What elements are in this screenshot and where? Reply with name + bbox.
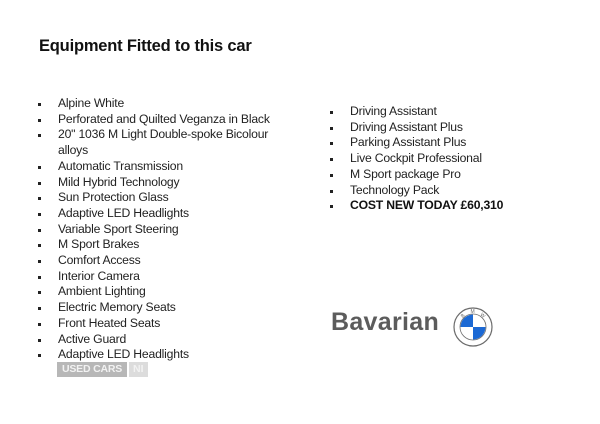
list-item: M Sport package Pro <box>330 167 570 183</box>
bullet-icon <box>330 127 333 130</box>
list-item: Live Cockpit Professional <box>330 151 570 167</box>
list-item: Adaptive LED Headlights <box>38 206 288 222</box>
bullet-icon <box>330 111 333 114</box>
bullet-icon <box>38 197 41 200</box>
list-item: Active Guard <box>38 332 288 348</box>
list-item: Parking Assistant Plus <box>330 135 570 151</box>
list-item: 20" 1036 M Light Double-spoke Bicolour alloys <box>38 127 288 158</box>
equipment-list-left <box>38 96 288 363</box>
svg-text:W: W <box>478 311 487 320</box>
list-item: Interior Camera <box>38 269 288 285</box>
list-item: Perforated and Quilted Veganza in Black <box>38 112 288 128</box>
list-item: Driving Assistant Plus <box>330 120 570 136</box>
bullet-icon <box>38 244 41 247</box>
svg-text:B: B <box>459 312 467 320</box>
bullet-icon <box>330 158 333 161</box>
bullet-icon <box>330 174 333 177</box>
bullet-icon <box>330 205 333 208</box>
bmw-roundel-icon <box>453 307 493 347</box>
region-label: NI <box>129 362 148 377</box>
bullet-icon <box>38 260 41 263</box>
bullet-icon <box>330 142 333 145</box>
list-item: Variable Sport Steering <box>38 222 288 238</box>
list-item: Ambient Lighting <box>38 284 288 300</box>
list-item: Electric Memory Seats <box>38 300 288 316</box>
cost-new-today: COST NEW TODAY £60,310 <box>330 198 570 214</box>
list-item: Mild Hybrid Technology <box>38 175 288 191</box>
bullet-icon <box>38 103 41 106</box>
bullet-icon <box>38 119 41 122</box>
list-item: Automatic Transmission <box>38 159 288 175</box>
list-item: Adaptive LED Headlights <box>38 347 288 363</box>
list-item: Comfort Access <box>38 253 288 269</box>
svg-text:M: M <box>470 308 475 315</box>
equipment-list-right <box>330 104 570 214</box>
list-item: Sun Protection Glass <box>38 190 288 206</box>
bullet-icon <box>38 339 41 342</box>
bullet-icon <box>38 134 41 137</box>
bullet-icon <box>38 354 41 357</box>
page-title: Equipment Fitted to this car <box>39 37 252 55</box>
used-cars-badge <box>57 362 148 377</box>
bullet-icon <box>330 190 333 193</box>
bullet-icon <box>38 229 41 232</box>
bullet-icon <box>38 291 41 294</box>
brand-name: Bavarian <box>331 308 440 336</box>
bullet-icon <box>38 323 41 326</box>
bullet-icon <box>38 276 41 279</box>
list-item: Technology Pack <box>330 183 570 199</box>
bullet-icon <box>38 182 41 185</box>
list-item: Front Heated Seats <box>38 316 288 332</box>
bullet-icon <box>38 166 41 169</box>
bullet-icon <box>38 213 41 216</box>
bullet-icon <box>38 307 41 310</box>
used-cars-label: USED CARS <box>57 362 127 377</box>
list-item: Alpine White <box>38 96 288 112</box>
list-item: M Sport Brakes <box>38 237 288 253</box>
list-item: Driving Assistant <box>330 104 570 120</box>
